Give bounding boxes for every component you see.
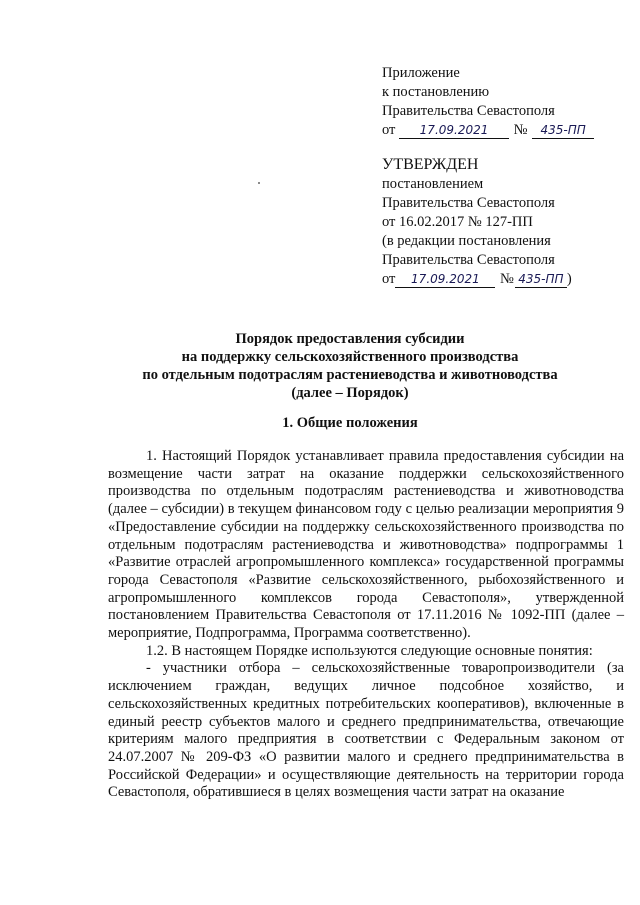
date-prefix: от — [382, 122, 396, 138]
paragraph: - участники отбора – сельскохозяйственные товаропроизводители (за исключением граждан, ведущих личное подсобное хозяйство, и сельскохозяйственных кредитных потребительских кооперативов), включенные в единый реестр субъектов малого и среднего предпринимательства, отвечающие критериям малого предприятия в соответствии с Федеральным законом от 24.07.2007 № 209-ФЗ «О развитии малого и среднего предпринимательства в Российской Федерации» и осуществляющие деятельность на территории города Севастополя, обратившиеся в целях возмещения части затрат на оказание — [108, 660, 624, 801]
approval-line: (в редакции постановления — [382, 233, 551, 249]
handwritten-date: 17.09.2021 — [395, 272, 495, 288]
approval-block — [382, 155, 627, 289]
appendix-line: Правительства Севастополя — [382, 103, 555, 119]
paragraph: 1.2. В настоящем Порядке используются следующие основные понятия: — [146, 642, 593, 659]
approval-line: от 16.02.2017 № 127-ПП — [382, 214, 533, 230]
handwritten-number: 435-ПП — [515, 272, 567, 288]
date-prefix: от — [382, 271, 396, 287]
document-body — [108, 448, 624, 802]
handwritten-date: 17.09.2021 — [399, 123, 509, 139]
handwritten-number: 435-ПП — [532, 123, 594, 139]
appendix-line: Приложение — [382, 65, 460, 81]
document-title — [90, 330, 610, 402]
approval-line: Правительства Севастополя — [382, 195, 555, 211]
paragraph: 1. Настоящий Порядок устанавливает правила предоставления субсидии на возмещение части затрат на оказание поддержки сельскохозяйственного производства по отдельным подотраслям растениеводства и животноводства (далее – субсидии) в текущем финансовом году с целью реализации мероприятия 9 «Предоставление субсидии на поддержку сельскохозяйственного производства по отдельным подотраслям растениеводства и животноводства» подпрограммы 1 «Развитие отраслей агропромышленного комплекса» государственной программы города Севастополя «Развитие сельскохозяйственного, рыбохозяйственного и агропромышленного комплексов города Севастополя», утвержденной постановлением Правительства Севастополя от 17.11.2016 № 1092-ПП (далее – мероприятие, Подпрограмма, Программа соответственно). — [108, 448, 624, 642]
approval-line: Правительства Севастополя — [382, 252, 555, 268]
appendix-line: к постановлению — [382, 84, 490, 100]
approval-date-line — [382, 270, 627, 289]
title-line: на поддержку сельскохозяйственного производства — [181, 349, 519, 365]
appendix-block — [382, 64, 627, 140]
title-line: по отдельным подотраслям растениеводства и животноводства — [142, 367, 558, 383]
number-sign: № — [513, 122, 528, 138]
section-title: 1. Общие положения — [282, 415, 418, 431]
title-line: (далее – Порядок) — [291, 385, 409, 401]
scan-speck — [258, 182, 260, 184]
appendix-date-line — [382, 121, 627, 140]
closing-paren: ) — [566, 271, 572, 287]
approval-heading: УТВЕРЖДЕН — [382, 156, 479, 173]
number-sign: № — [500, 271, 514, 287]
title-line: Порядок предоставления субсидии — [235, 331, 465, 347]
approval-line: постановлением — [382, 176, 484, 192]
